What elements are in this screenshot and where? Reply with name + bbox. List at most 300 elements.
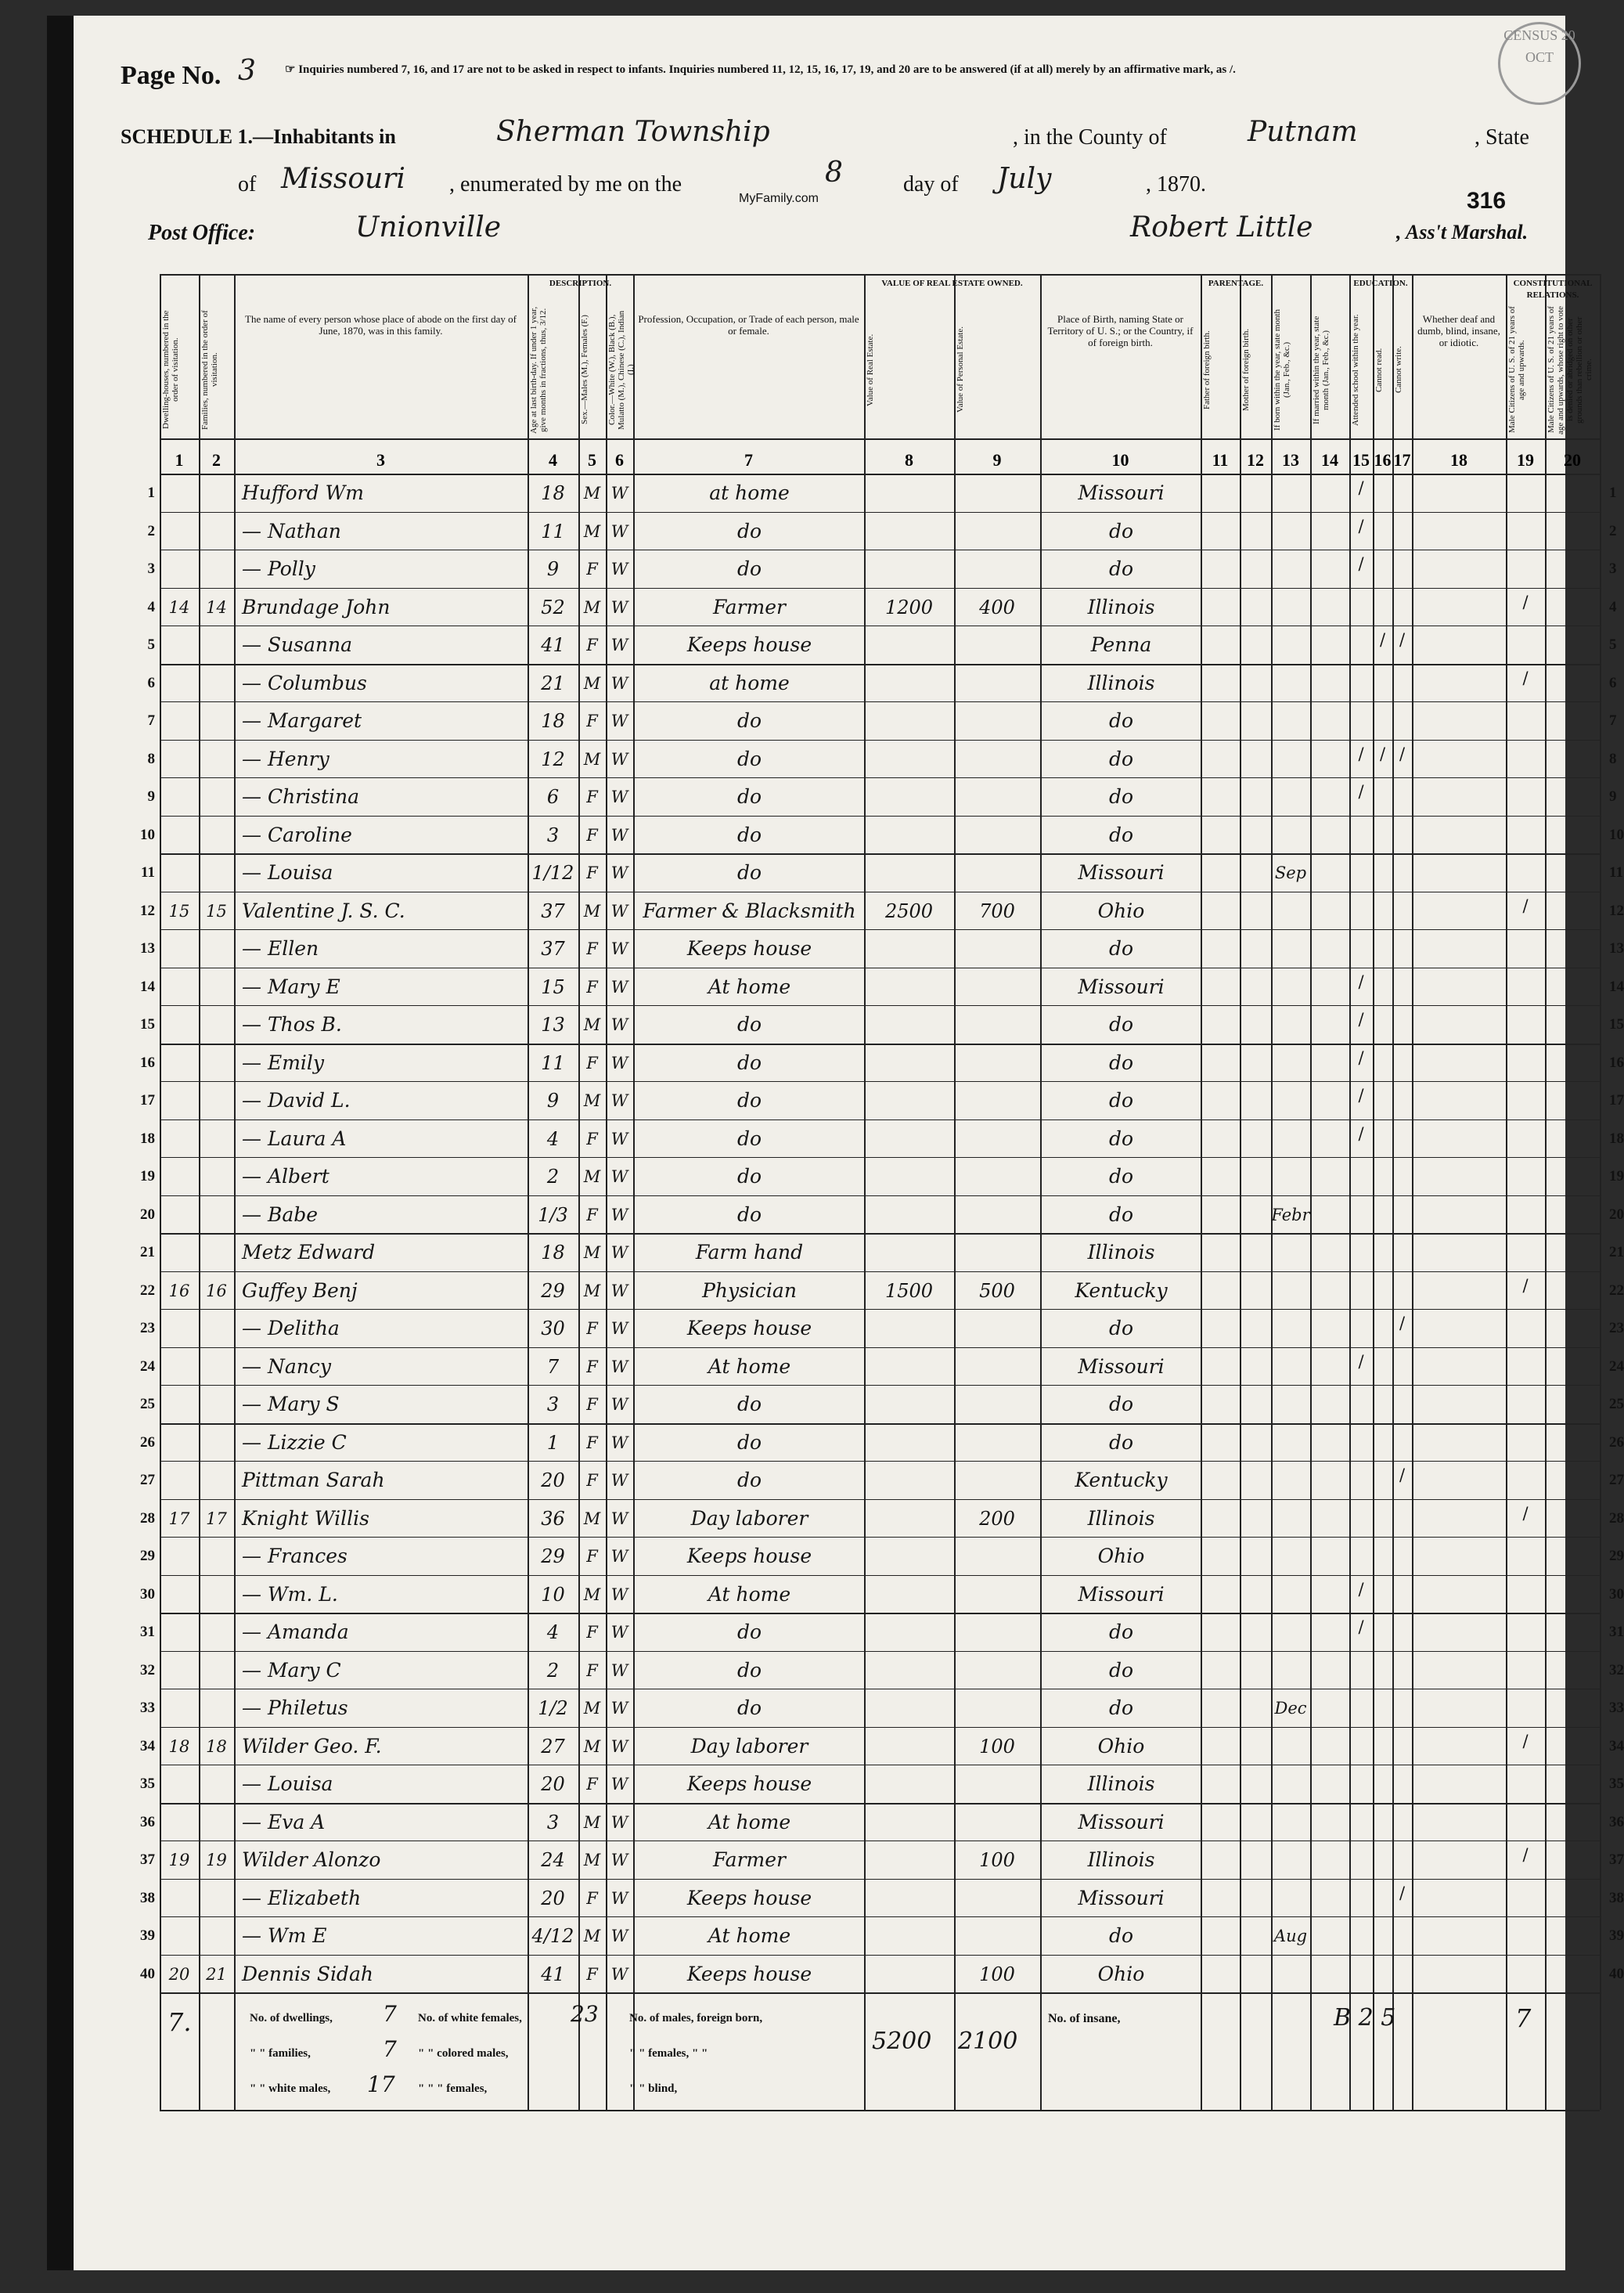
cell-occ: At home [708, 1924, 791, 1947]
cell-birth: Illinois [1087, 1772, 1155, 1795]
enumerated-label: , enumerated by me on the [449, 172, 682, 196]
line-number-left: 39 [140, 1927, 155, 1944]
cell-sex: F [586, 1623, 598, 1642]
line-number-right: 8 [1609, 750, 1617, 767]
cell-write: / [1399, 1883, 1406, 1902]
cell-sex: M [583, 1015, 601, 1034]
cell-age: 41 [541, 634, 565, 656]
day-of-label: day of [903, 172, 959, 196]
row-rule [160, 1879, 1600, 1880]
row-rule [160, 1347, 1600, 1348]
cell-sex: F [586, 977, 598, 997]
row-rule [160, 1727, 1600, 1728]
line-number-right: 15 [1609, 1016, 1624, 1033]
cell-age: 27 [541, 1735, 565, 1758]
row-rule [160, 1499, 1600, 1500]
line-number-right: 25 [1609, 1396, 1624, 1412]
footer-real-estate-total: 5200 [872, 2028, 932, 2055]
cell-name: — Polly [242, 557, 315, 580]
cell-birth: Missouri [1078, 975, 1165, 998]
column-number-8: 8 [905, 450, 913, 470]
cell-birth: do [1108, 1127, 1134, 1150]
cell-age: 13 [541, 1014, 565, 1036]
cell-sex: M [583, 1091, 601, 1110]
cell-name: — Columbus [242, 671, 367, 694]
cell-occ: do [736, 519, 762, 543]
marshal-signature: Robert Little [1130, 211, 1313, 243]
cell-color: W [610, 1736, 628, 1756]
column-number-9: 9 [992, 450, 1002, 470]
cell-birth: do [1108, 785, 1134, 808]
footer-families-label: " " families, [250, 2047, 311, 2060]
row-rule [160, 1005, 1600, 1006]
cell-sex: F [586, 825, 598, 845]
cell-occ: do [736, 1202, 762, 1226]
cell-age: 6 [546, 786, 560, 808]
line-number-right: 16 [1609, 1054, 1624, 1071]
cell-name: — Albert [242, 1165, 329, 1188]
cell-sex: F [586, 939, 598, 958]
cell-sex: F [586, 712, 598, 730]
cell-age: 1 [546, 1431, 560, 1454]
cell-write: / [1399, 744, 1406, 763]
row-rule [160, 853, 1600, 855]
cell-pe: 100 [979, 1735, 1015, 1758]
line-number-left: 11 [141, 864, 155, 881]
cell-occ: Day laborer [690, 1734, 808, 1758]
cell-birth: Missouri [1078, 861, 1165, 884]
line-number-left: 29 [140, 1548, 155, 1564]
line-number-left: 30 [140, 1585, 155, 1603]
cell-name: — Mary S [242, 1393, 340, 1415]
cell-occ: at home [709, 671, 790, 694]
cell-birth: do [1108, 557, 1134, 580]
cell-sex: F [586, 863, 598, 882]
cell-name: Brundage John [242, 595, 391, 618]
cell-occ: do [736, 1089, 762, 1112]
line-number-right: 36 [1609, 1813, 1624, 1830]
column-header-4: Age at last birth-day. If under 1 year, give months in fractions, thus, 3/12. [529, 306, 548, 434]
cell-occ: do [736, 1393, 762, 1415]
cell-sex: F [586, 788, 598, 806]
line-number-right: 26 [1609, 1433, 1624, 1451]
day-value: 8 [825, 157, 843, 189]
cell-age: 20 [541, 1469, 565, 1491]
row-rule [160, 1157, 1600, 1158]
cell-birth: Missouri [1078, 1886, 1165, 1909]
column-header-15: Attended school within the year. [1351, 314, 1360, 426]
line-number-left: 1 [147, 485, 155, 501]
cell-color: W [610, 1433, 628, 1452]
line-number-right: 19 [1609, 1168, 1624, 1184]
footer-dwellings: 7 [383, 2001, 397, 2027]
line-number-left: 37 [140, 1851, 155, 1868]
column-header-9: Value of Personal Estate. [956, 326, 965, 413]
cell-sex: F [586, 1129, 598, 1148]
page-label: Page No. [121, 61, 221, 90]
column-header-17: Cannot write. [1394, 346, 1403, 394]
cell-sex: F [586, 1471, 598, 1490]
cell-birth: do [1108, 1621, 1134, 1643]
row-rule [160, 740, 1600, 741]
column-number-11: 11 [1212, 450, 1229, 470]
column-header-19: Male Citizens of U. S. of 21 years of age and upwards. [1507, 306, 1526, 434]
cell-color: W [610, 1699, 628, 1718]
cell-sex: F [586, 1660, 598, 1680]
line-number-left: 3 [147, 561, 155, 577]
cell-occ: do [736, 1430, 762, 1454]
column-header-11: Father of foreign birth. [1202, 330, 1212, 409]
cell-sex: F [586, 1319, 598, 1338]
row-rule [160, 1955, 1600, 1956]
row-rule [160, 929, 1600, 930]
line-number-left: 2 [147, 522, 155, 539]
cell-re: 2500 [884, 900, 934, 922]
cell-sex: M [583, 1509, 601, 1528]
cell-fam: 19 [206, 1851, 227, 1869]
cell-sex: M [583, 749, 601, 769]
cell-sex: M [583, 484, 601, 503]
footer-blind-label: " " blind, [629, 2082, 678, 2095]
cell-birth: Missouri [1078, 1582, 1165, 1606]
cell-write: / [1399, 630, 1406, 649]
cell-name: Metz Edward [242, 1241, 376, 1264]
line-number-right: 12 [1609, 902, 1624, 919]
cell-birth: do [1108, 1165, 1134, 1188]
cell-birth: do [1108, 1317, 1134, 1339]
cell-color: W [610, 597, 628, 617]
line-number-right: 37 [1609, 1851, 1624, 1868]
column-number-18: 18 [1450, 450, 1467, 470]
cell-c13: Aug [1273, 1927, 1308, 1945]
cell-sex: M [583, 1927, 601, 1945]
cell-color: W [610, 1547, 628, 1566]
footer-foreign-females-label: " " females, " " [629, 2047, 708, 2060]
line-number-right: 13 [1609, 940, 1624, 957]
cell-name: — Amanda [242, 1621, 349, 1643]
line-number-left: 6 [147, 674, 155, 691]
cell-birth: Illinois [1087, 1506, 1155, 1530]
column-header-8: Value of Real Estate. [866, 333, 875, 406]
line-number-left: 12 [140, 902, 155, 919]
cell-c19: / [1522, 896, 1529, 915]
cell-occ: do [736, 1621, 762, 1643]
line-number-right: 38 [1609, 1889, 1624, 1906]
cell-dw: 15 [168, 901, 190, 921]
cell-occ: At home [708, 1354, 791, 1378]
column-number-15: 15 [1352, 450, 1370, 470]
cell-sex: F [586, 636, 598, 654]
cell-color: W [610, 1775, 628, 1794]
cell-occ: do [736, 709, 762, 732]
cell-occ: Day laborer [690, 1506, 808, 1530]
column-header-14: If married within the year, state month (Jan., Feb., &c.) [1312, 315, 1331, 424]
row-rule [160, 1461, 1600, 1462]
cell-school: / [1358, 1617, 1364, 1636]
line-number-left: 9 [147, 788, 155, 805]
row-rule [160, 1992, 1600, 1994]
cell-occ: Farmer [713, 1848, 786, 1871]
line-number-right: 18 [1609, 1130, 1624, 1147]
line-number-left: 10 [140, 826, 155, 843]
cell-occ: do [736, 1469, 762, 1491]
line-number-right: 6 [1609, 674, 1617, 691]
cell-color: W [610, 1319, 628, 1338]
cell-age: 20 [541, 1887, 565, 1909]
cell-color: W [610, 521, 628, 541]
column-header-1: Dwelling-houses, numbered in the order of visitation. [161, 310, 180, 430]
footer-families: 7 [383, 2036, 397, 2062]
cell-sex: M [583, 1585, 601, 1604]
county-value: Putnam [1248, 116, 1358, 148]
line-number-left: 23 [140, 1320, 155, 1336]
cell-dw: 20 [168, 1964, 190, 1984]
cell-birth: Ohio [1097, 899, 1145, 922]
cell-name: Valentine J. S. C. [242, 899, 405, 922]
cell-name: Hufford Wm [242, 481, 364, 504]
cell-birth: do [1108, 1013, 1134, 1036]
cell-occ: Farmer [713, 595, 786, 618]
line-number-left: 40 [140, 1965, 155, 1982]
column-number-5: 5 [588, 450, 596, 470]
cell-age: 7 [546, 1355, 560, 1378]
cell-color: W [610, 749, 628, 769]
cell-occ: do [736, 1165, 762, 1188]
row-rule [160, 1081, 1600, 1082]
cell-age: 4 [546, 1127, 560, 1150]
column-header-5: Sex.—Males (M.), Females (F.) [580, 315, 589, 425]
cell-age: 9 [546, 1090, 560, 1112]
cell-color: W [610, 1015, 628, 1034]
column-number-19: 19 [1517, 450, 1534, 470]
column-header-6: Color.—White (W.), Black (B.), Mulatto (M.), Chinese (C.), Indian (I.) [607, 310, 636, 430]
line-number-right: 11 [1609, 864, 1623, 881]
cell-occ: Keeps house [686, 1962, 812, 1985]
row-rule [160, 1613, 1600, 1614]
cell-birth: Missouri [1078, 1354, 1165, 1378]
footer-white-females: 23 [571, 2001, 599, 2027]
cell-birth: do [1108, 1430, 1134, 1454]
column-rule [1600, 274, 1601, 2110]
cell-c13: Febr [1271, 1205, 1310, 1224]
cell-name: — Ellen [242, 937, 319, 960]
cell-name: — Laura A [242, 1127, 347, 1150]
cell-color: W [610, 1585, 628, 1604]
header-rule [160, 438, 1600, 440]
row-rule [160, 1233, 1600, 1235]
cell-name: — Susanna [242, 633, 353, 656]
line-number-left: 7 [147, 712, 155, 729]
column-header-2: Families, numbered in the order of visitation. [200, 310, 219, 430]
cell-age: 36 [541, 1507, 565, 1530]
sheet-number: 316 [1467, 188, 1507, 214]
cell-fam: 15 [206, 901, 227, 921]
cell-color: W [610, 1281, 628, 1300]
cell-color: W [610, 1205, 628, 1224]
cell-age: 9 [546, 558, 560, 580]
cell-age: 30 [541, 1318, 565, 1339]
cell-read: / [1379, 744, 1386, 763]
cell-age: 12 [541, 748, 565, 770]
line-number-right: 30 [1609, 1585, 1624, 1603]
cell-dw: 18 [168, 1736, 190, 1756]
cell-color: W [610, 1964, 628, 1984]
cell-dw: 17 [168, 1509, 190, 1528]
column-number-16: 16 [1374, 450, 1392, 470]
cell-age: 11 [541, 1051, 565, 1074]
cell-color: W [610, 673, 628, 693]
line-number-right: 35 [1609, 1776, 1624, 1792]
cell-sex: F [586, 560, 598, 579]
line-number-left: 36 [140, 1813, 155, 1830]
cell-age: 11 [541, 520, 565, 543]
line-number-right: 31 [1609, 1624, 1624, 1640]
line-number-left: 35 [140, 1776, 155, 1792]
line-number-right: 23 [1609, 1320, 1624, 1336]
cell-name: — Wm E [242, 1924, 327, 1947]
cell-color: W [610, 825, 628, 845]
column-number-4: 4 [549, 450, 557, 470]
cell-name: — Nathan [242, 519, 341, 543]
cell-school: / [1358, 1579, 1364, 1599]
cell-age: 41 [541, 1963, 565, 1985]
group-header-constitutional: CONSTITUTIONAL RELATIONS. [1513, 279, 1593, 300]
footer-col1-total: 7. [167, 2007, 192, 2037]
cell-sex: M [583, 1736, 601, 1756]
cell-name: — Caroline [242, 823, 352, 846]
line-number-right: 2 [1609, 522, 1617, 539]
cell-sex: F [586, 1964, 598, 1984]
cell-color: W [610, 1091, 628, 1110]
footer-foreign-males-label: No. of males, foreign born, [629, 2012, 763, 2024]
cell-color: W [610, 1851, 628, 1869]
cell-occ: do [736, 1658, 762, 1682]
cell-occ: Keeps house [686, 1886, 812, 1909]
column-header-10: Place of Birth, naming State or Territory of U. S.; or the Country, if of foreign birth. [1047, 313, 1194, 348]
cell-fam: 16 [206, 1281, 227, 1300]
row-rule [160, 1044, 1600, 1045]
cell-school: / [1358, 1047, 1364, 1067]
cell-sex: M [583, 673, 601, 693]
cell-sex: F [586, 1053, 598, 1073]
census-table [140, 274, 1624, 2161]
row-rule [160, 1651, 1600, 1652]
cell-dw: 19 [168, 1851, 190, 1869]
cell-occ: Physician [702, 1278, 797, 1302]
cell-color: W [610, 1888, 628, 1908]
line-number-right: 28 [1609, 1509, 1624, 1527]
column-number-7: 7 [744, 450, 753, 470]
line-number-right: 1 [1609, 485, 1617, 501]
line-number-right: 4 [1609, 598, 1617, 615]
cell-sex: M [583, 1699, 601, 1718]
row-rule [160, 1271, 1600, 1272]
row-rule [160, 1803, 1600, 1804]
column-number-17: 17 [1393, 450, 1411, 470]
line-number-right: 5 [1609, 636, 1617, 653]
cell-name: — Elizabeth [242, 1886, 362, 1909]
cell-name: Guffey Benj [242, 1278, 358, 1302]
cell-pe: 700 [979, 900, 1015, 922]
line-number-left: 20 [140, 1206, 155, 1223]
row-rule [160, 1537, 1600, 1538]
cell-school: / [1358, 516, 1364, 535]
cell-c19: / [1522, 592, 1529, 611]
row-rule [160, 1195, 1600, 1196]
cell-sex: M [583, 1243, 601, 1262]
cell-occ: do [736, 557, 762, 580]
cell-age: 3 [546, 1393, 560, 1415]
cell-c19: / [1522, 1731, 1529, 1750]
row-rule [160, 588, 1600, 589]
column-header-12: Mother of foreign birth. [1241, 328, 1251, 412]
footer-personal-estate-total: 2100 [958, 2028, 1018, 2055]
cell-c19: / [1522, 1503, 1529, 1523]
cell-pe: 100 [979, 1963, 1015, 1985]
line-number-left: 18 [140, 1130, 155, 1147]
line-number-left: 22 [140, 1282, 155, 1299]
footer-rule [160, 2110, 1600, 2111]
cell-age: 37 [541, 900, 565, 922]
cell-age: 4 [546, 1621, 560, 1643]
cell-color: W [610, 1471, 628, 1490]
row-rule [160, 1309, 1600, 1310]
cell-age: 3 [546, 824, 560, 846]
line-number-right: 21 [1609, 1244, 1624, 1260]
cell-color: W [610, 1812, 628, 1832]
cell-pe: 400 [979, 596, 1015, 618]
column-number-14: 14 [1321, 450, 1338, 470]
cell-name: — Delitha [242, 1317, 340, 1339]
county-label: , in the County of [1013, 125, 1167, 150]
column-number-13: 13 [1282, 450, 1299, 470]
cell-sex: F [586, 1433, 598, 1452]
cell-color: W [610, 1053, 628, 1073]
cell-school: / [1358, 554, 1364, 573]
cell-occ: Farm hand [695, 1241, 804, 1264]
cell-occ: At home [708, 1810, 791, 1833]
header-rule [160, 474, 1600, 475]
footer-col19-total: 7 [1515, 2003, 1532, 2033]
census-sheet [47, 16, 1624, 2270]
cell-occ: do [736, 1013, 762, 1036]
cell-name: — Babe [242, 1202, 319, 1226]
line-number-right: 32 [1609, 1661, 1624, 1678]
cell-pe: 500 [979, 1279, 1015, 1302]
cell-occ: At home [708, 975, 791, 998]
line-number-left: 38 [140, 1889, 155, 1906]
footer-insane-label: No. of insane, [1048, 2012, 1121, 2025]
cell-occ: Farmer & Blacksmith [643, 899, 856, 922]
row-rule [160, 1575, 1600, 1576]
line-number-left: 27 [140, 1472, 155, 1488]
cell-sex: M [583, 901, 601, 921]
row-rule [160, 1916, 1600, 1917]
line-number-right: 17 [1609, 1092, 1624, 1109]
cell-color: W [610, 1167, 628, 1186]
cell-birth: do [1108, 1393, 1134, 1415]
watermark: MyFamily.com [739, 192, 819, 205]
footer-females-label: " " " females, [418, 2082, 488, 2095]
cell-color: W [610, 1660, 628, 1680]
cell-name: — Louisa [242, 861, 333, 884]
cell-birth: do [1108, 1089, 1134, 1112]
line-number-left: 15 [140, 1016, 155, 1033]
cell-occ: Keeps house [686, 937, 812, 960]
cell-birth: do [1108, 1051, 1134, 1074]
line-number-right: 34 [1609, 1737, 1624, 1754]
cell-sex: F [586, 1775, 598, 1794]
